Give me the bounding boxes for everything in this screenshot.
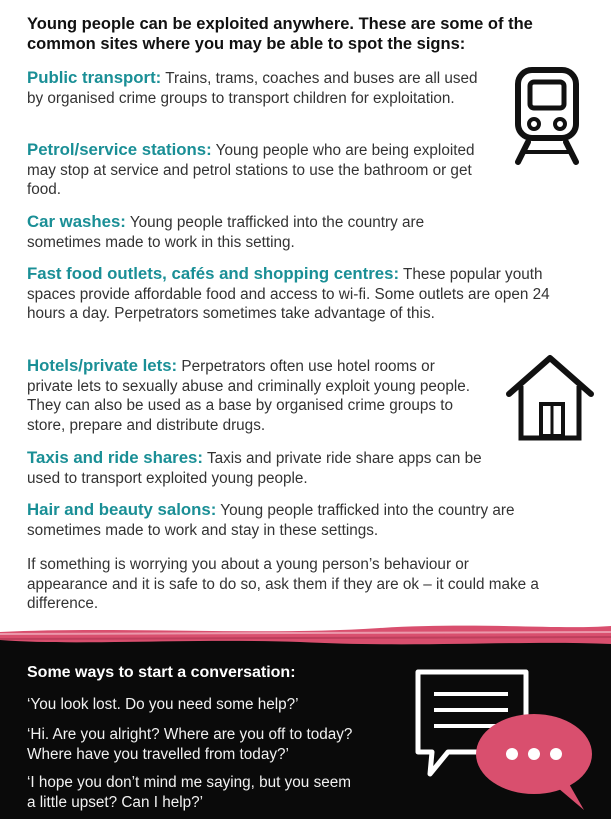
conversation-line: ‘You look lost. Do you need some help?’: [27, 696, 299, 713]
conversation-line: ‘Hi. Are you alright? Where are you off to today? Where have you travelled from today?’: [27, 726, 353, 763]
section-hair-beauty: [27, 500, 527, 540]
section-body: Young people trafficked into the country are sometimes made to work in this setting.: [27, 214, 425, 251]
section-body: Young people who are being exploited may stop at service and petrol stations to use the bathroom or get food.: [27, 142, 475, 198]
conversation-line: ‘I hope you don’t mind me saying, but you seem a little upset? Can I help?’: [27, 774, 351, 811]
section-fast-food: [27, 264, 567, 324]
intro-text: Young people can be exploited anywhere. These are some of the common sites where you may be able to spot the signs:: [27, 15, 533, 53]
section-body: These popular youth spaces provide affordable food and access to wi-fi. Some outlets are open 24 hours a day. Perpetrators sometimes take advantage of this.: [27, 266, 550, 322]
section-body: Young people trafficked into the country are sometimes made to work and stay in these settings.: [27, 502, 515, 539]
brush-stripe: [0, 618, 611, 654]
train-icon: [510, 66, 586, 171]
section-hotels: [27, 356, 482, 435]
section-heading: Petrol/service stations:: [27, 140, 212, 159]
closing-text: If something is worrying you about a young person’s behaviour or appearance and it is safe to do so, ask them if they are ok – it could make a difference.: [27, 556, 539, 612]
section-heading: Hair and beauty salons:: [27, 500, 217, 519]
section-car-washes: [27, 212, 477, 252]
section-body: Perpetrators often use hotel rooms or private lets to sexually abuse and criminally exploit young people. They can also be used as a base by organised crime groups to store, prepare and distribute drugs.: [27, 358, 471, 434]
section-heading: Hotels/private lets:: [27, 356, 178, 375]
house-icon: [505, 352, 595, 449]
section-heading: Public transport:: [27, 68, 162, 87]
section-taxis: [27, 448, 507, 488]
section-heading: Car washes:: [27, 212, 126, 231]
section-public-transport: [27, 68, 487, 108]
section-body: Taxis and private ride share apps can be used to transport exploited young people.: [27, 450, 482, 487]
conversation-title: Some ways to start a conversation:: [27, 664, 296, 681]
section-petrol-stations: [27, 140, 477, 200]
section-heading: Taxis and ride shares:: [27, 448, 203, 467]
speech-bubbles-icon: [408, 664, 604, 819]
section-body: Trains, trams, coaches and buses are all used by organised crime groups to transport children for exploitation.: [27, 70, 478, 107]
section-heading: Fast food outlets, cafés and shopping centres:: [27, 264, 400, 283]
